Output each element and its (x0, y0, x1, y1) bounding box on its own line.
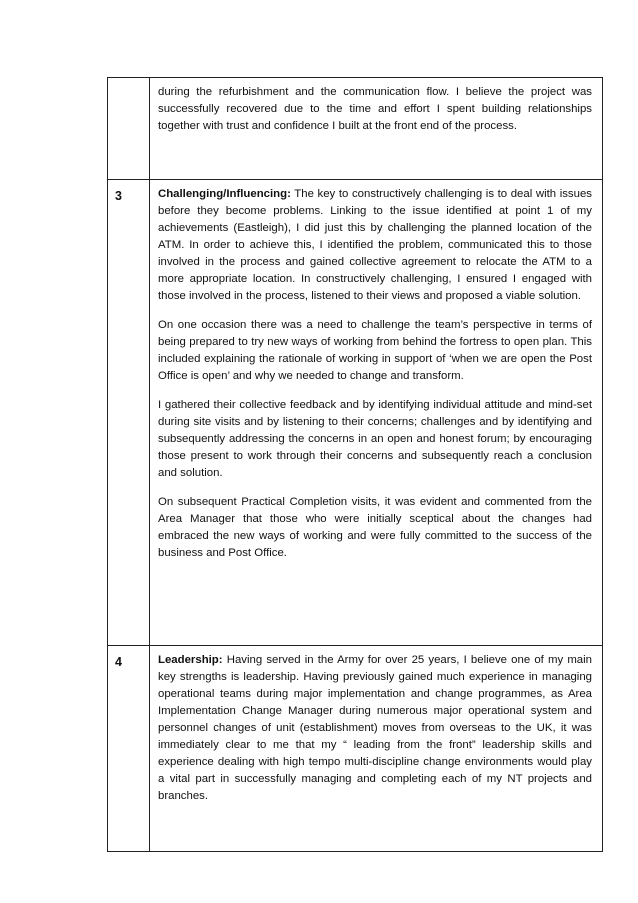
paragraph: On one occasion there was a need to challenge the team’s perspective in terms of being prepared to try new ways of working from behind the fortress to open plan. This included explaining the rationale of working in support of ‘when we are open the Post Office is open’ and why we needed to change and transform. (158, 319, 592, 382)
table-row (108, 646, 603, 852)
row-number (108, 78, 150, 180)
row-content (150, 646, 603, 852)
achievements-table (107, 77, 603, 852)
table-row (108, 180, 603, 646)
row-number: 3 (108, 180, 150, 646)
paragraph (158, 186, 592, 305)
paragraph: On subsequent Practical Completion visits, it was evident and commented from the Area Manager that those who were initially sceptical about the changes had embraced the new ways of working and were fully committed to the success of the business and Post Office. (158, 496, 592, 559)
paragraph-text: The key to constructively challenging is to deal with issues before they become problems. Linking to the issue identified at point 1 of my achievements (Eastleigh), I did just this by challenging the planned location of the ATM. In order to achieve this, I identified the problem, communicated this to those involved in the process and gained collective agreement to relocate the ATM to a more appropriate location. In constructively challenging, I ensured I engaged with those involved in the process, listened to their views and proposed a viable solution. (158, 188, 592, 302)
paragraph-text: Having served in the Army for over 25 years, I believe one of my main key strengths is leadership. Having previously gained much experience in managing operational teams during major implementation and change programmes, as Area Implementation Change Manager during numerous major operational system and personnel changes of unit (establishment) moves from overseas to the UK, it was immediately clear to me that my “ leading from the front” leadership skills and experience dealing with high tempo multi-discipline change environments would play a vital part in successfully managing and completing each of my NT projects and branches. (158, 654, 593, 802)
row-number: 4 (108, 646, 150, 852)
row-content (150, 180, 603, 646)
section-heading: Leadership: (158, 654, 223, 666)
paragraph: I gathered their collective feedback and by identifying individual attitude and mind-set during site visits and by listening to their concerns; challenges and by identifying and subsequently addressing the concerns in an open and honest forum; by encouraging those present to work through their concerns and subsequently reach a conclusion and solution. (158, 399, 592, 479)
paragraph (158, 652, 592, 805)
row-content (150, 78, 603, 180)
table-row (108, 78, 603, 180)
section-heading: Challenging/Influencing: (158, 188, 291, 200)
paragraph: during the refurbishment and the communication flow. I believe the project was successfully recovered due to the time and effort I spent building relationships together with trust and confidence I built at the front end of the process. (158, 86, 592, 132)
